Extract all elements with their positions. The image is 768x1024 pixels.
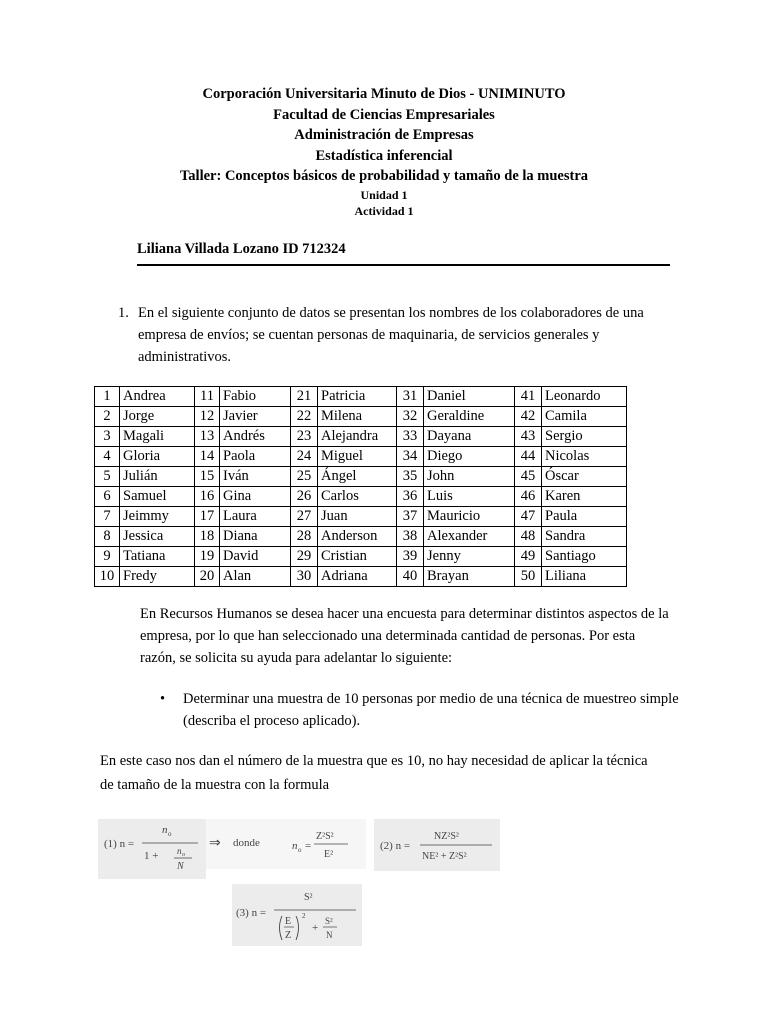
program-name: Administración de Empresas bbox=[294, 127, 474, 143]
row-number-cell: 25 bbox=[291, 467, 318, 487]
row-number-cell: 46 bbox=[515, 487, 542, 507]
name-cell: Jeimmy bbox=[120, 507, 195, 527]
name-cell: Liliana bbox=[542, 567, 627, 587]
name-cell: Brayan bbox=[424, 567, 515, 587]
name-cell: Juan bbox=[318, 507, 397, 527]
names-table-body bbox=[95, 387, 627, 587]
table-row bbox=[95, 387, 627, 407]
table-row bbox=[95, 467, 627, 487]
f1-label: (1) n = bbox=[104, 838, 135, 850]
f3-den-plus: + bbox=[312, 922, 319, 934]
bullet-icon: • bbox=[160, 691, 166, 707]
row-number-cell: 23 bbox=[291, 427, 318, 447]
row-number-cell: 17 bbox=[195, 507, 220, 527]
row-number-cell: 40 bbox=[397, 567, 424, 587]
row-number-cell: 50 bbox=[515, 567, 542, 587]
f2-den: NE² + Z²S² bbox=[422, 851, 467, 862]
name-cell: Jenny bbox=[424, 547, 515, 567]
name-cell: Ángel bbox=[318, 467, 397, 487]
row-number-cell: 31 bbox=[397, 387, 424, 407]
row-number-cell: 19 bbox=[195, 547, 220, 567]
name-cell: Cristian bbox=[318, 547, 397, 567]
name-cell: Tatiana bbox=[120, 547, 195, 567]
bullet-item bbox=[160, 688, 680, 732]
hr-paragraph: En Recursos Humanos se desea hacer una encuesta para determinar distintos aspectos de la empresa, por lo que han seleccionado una determinada cantidad de personas. Por esta razón, se solicita su ayuda para adelantar lo siguiente: bbox=[140, 606, 669, 666]
f3-label: (3) n = bbox=[236, 907, 267, 919]
row-number-cell: 27 bbox=[291, 507, 318, 527]
f1b-den: E² bbox=[324, 849, 334, 860]
row-number-cell: 34 bbox=[397, 447, 424, 467]
f1-den-one: 1 + bbox=[144, 850, 159, 862]
f1-den-frac-den: N bbox=[177, 861, 184, 872]
row-number-cell: 5 bbox=[95, 467, 120, 487]
name-cell: Santiago bbox=[542, 547, 627, 567]
name-cell: Miguel bbox=[318, 447, 397, 467]
row-number-cell: 4 bbox=[95, 447, 120, 467]
question-number: 1. bbox=[118, 305, 129, 321]
f3-den-n: N bbox=[326, 930, 333, 940]
name-cell: Dayana bbox=[424, 427, 515, 447]
name-cell: Alexander bbox=[424, 527, 515, 547]
row-number-cell: 11 bbox=[195, 387, 220, 407]
row-number-cell: 44 bbox=[515, 447, 542, 467]
f2-label: (2) n = bbox=[380, 840, 411, 852]
arrow-icon: ⇒ bbox=[209, 836, 221, 851]
row-number-cell: 43 bbox=[515, 427, 542, 447]
f3-num: S² bbox=[304, 892, 313, 903]
f3-den-e: E bbox=[285, 916, 292, 927]
row-number-cell: 13 bbox=[195, 427, 220, 447]
faculty-name: Facultad de Ciencias Empresariales bbox=[273, 106, 495, 123]
row-number-cell: 3 bbox=[95, 427, 120, 447]
row-number-cell: 22 bbox=[291, 407, 318, 427]
row-number-cell: 24 bbox=[291, 447, 318, 467]
row-number-cell: 48 bbox=[515, 527, 542, 547]
f3-den-z: Z bbox=[285, 930, 292, 941]
name-cell: Andrea bbox=[120, 387, 195, 407]
name-cell: Fredy bbox=[120, 567, 195, 587]
row-number-cell: 39 bbox=[397, 547, 424, 567]
row-number-cell: 47 bbox=[515, 507, 542, 527]
name-cell: Camila bbox=[542, 407, 627, 427]
formula-image-2 bbox=[374, 819, 500, 871]
row-number-cell: 1 bbox=[95, 387, 120, 407]
name-cell: Gloria bbox=[120, 447, 195, 467]
row-number-cell: 28 bbox=[291, 527, 318, 547]
row-number-cell: 7 bbox=[95, 507, 120, 527]
f3-den-exp: 2 bbox=[302, 912, 306, 920]
name-cell: John bbox=[424, 467, 515, 487]
name-cell: Milena bbox=[318, 407, 397, 427]
table-row bbox=[95, 507, 627, 527]
name-cell: Anderson bbox=[318, 527, 397, 547]
row-number-cell: 20 bbox=[195, 567, 220, 587]
name-cell: Jorge bbox=[120, 407, 195, 427]
row-number-cell: 36 bbox=[397, 487, 424, 507]
name-cell: Leonardo bbox=[542, 387, 627, 407]
table-row bbox=[95, 407, 627, 427]
names-table bbox=[94, 386, 627, 587]
name-cell: Patricia bbox=[318, 387, 397, 407]
row-number-cell: 32 bbox=[397, 407, 424, 427]
f1-num-sub: o bbox=[168, 830, 172, 838]
unit-label: Unidad 1 bbox=[360, 187, 408, 202]
name-cell: Óscar bbox=[542, 467, 627, 487]
row-number-cell: 15 bbox=[195, 467, 220, 487]
f3-den-s: S² bbox=[325, 916, 333, 926]
name-cell: Carlos bbox=[318, 487, 397, 507]
row-number-cell: 14 bbox=[195, 447, 220, 467]
name-cell: Sandra bbox=[542, 527, 627, 547]
name-cell: Paola bbox=[220, 447, 291, 467]
name-cell: Alejandra bbox=[318, 427, 397, 447]
row-number-cell: 42 bbox=[515, 407, 542, 427]
name-cell: Iván bbox=[220, 467, 291, 487]
row-number-cell: 26 bbox=[291, 487, 318, 507]
row-number-cell: 30 bbox=[291, 567, 318, 587]
name-cell: Nicolas bbox=[542, 447, 627, 467]
table-row bbox=[95, 567, 627, 587]
table-row bbox=[95, 487, 627, 507]
f1b-lhs-sub: o bbox=[298, 846, 302, 854]
question-1 bbox=[118, 302, 678, 368]
institution-name: Corporación Universitaria Minuto de Dios - UNIMINUTO bbox=[202, 86, 566, 102]
row-number-cell: 2 bbox=[95, 407, 120, 427]
question-text: En el siguiente conjunto de datos se presentan los nombres de los colaboradores de una empresa de envíos; se cuentan personas de maquinaria, de servicios generales y administrativos. bbox=[138, 305, 644, 365]
name-cell: Adriana bbox=[318, 567, 397, 587]
f1-num: n bbox=[162, 824, 168, 836]
row-number-cell: 35 bbox=[397, 467, 424, 487]
row-number-cell: 21 bbox=[291, 387, 318, 407]
author-line: Liliana Villada Lozano ID 712324 bbox=[137, 241, 670, 266]
name-cell: Luis bbox=[424, 487, 515, 507]
row-number-cell: 45 bbox=[515, 467, 542, 487]
row-number-cell: 6 bbox=[95, 487, 120, 507]
donde-label: donde bbox=[233, 837, 260, 849]
formula-image-donde bbox=[206, 819, 366, 869]
name-cell: Javier bbox=[220, 407, 291, 427]
name-cell: Geraldine bbox=[424, 407, 515, 427]
formula-image-1 bbox=[98, 819, 206, 879]
workshop-title: Taller: Conceptos básicos de probabilidad y tamaño de la muestra bbox=[179, 168, 589, 184]
f1-den-frac-sub: o bbox=[182, 852, 185, 858]
name-cell: Paula bbox=[542, 507, 627, 527]
table-row bbox=[95, 447, 627, 467]
name-cell: Diana bbox=[220, 527, 291, 547]
row-number-cell: 18 bbox=[195, 527, 220, 547]
course-name: Estadística inferencial bbox=[315, 147, 453, 164]
name-cell: Laura bbox=[220, 507, 291, 527]
name-cell: Magali bbox=[120, 427, 195, 447]
name-cell: Sergio bbox=[542, 427, 627, 447]
row-number-cell: 33 bbox=[397, 427, 424, 447]
name-cell: David bbox=[220, 547, 291, 567]
name-cell: Jessica bbox=[120, 527, 195, 547]
name-cell: Mauricio bbox=[424, 507, 515, 527]
row-number-cell: 8 bbox=[95, 527, 120, 547]
table-row bbox=[95, 547, 627, 567]
row-number-cell: 12 bbox=[195, 407, 220, 427]
document-header bbox=[0, 84, 768, 219]
row-number-cell: 9 bbox=[95, 547, 120, 567]
name-cell: Gina bbox=[220, 487, 291, 507]
name-cell: Daniel bbox=[424, 387, 515, 407]
f1b-lhs: n bbox=[292, 840, 298, 852]
formula-image-3 bbox=[232, 884, 362, 946]
f1b-num: Z²S² bbox=[316, 831, 334, 842]
row-number-cell: 29 bbox=[291, 547, 318, 567]
table-row bbox=[95, 527, 627, 547]
name-cell: Samuel bbox=[120, 487, 195, 507]
answer-paragraph: En este caso nos dan el número de la muestra que es 10, no hay necesidad de aplicar la técnica de tamaño de la muestra con la formula bbox=[100, 753, 648, 793]
row-number-cell: 49 bbox=[515, 547, 542, 567]
name-cell: Fabio bbox=[220, 387, 291, 407]
f2-num: NZ²S² bbox=[434, 831, 459, 842]
bullet-text: Determinar una muestra de 10 personas por medio de una técnica de muestreo simple (describa el proceso aplicado). bbox=[183, 691, 679, 729]
row-number-cell: 41 bbox=[515, 387, 542, 407]
row-number-cell: 16 bbox=[195, 487, 220, 507]
name-cell: Diego bbox=[424, 447, 515, 467]
row-number-cell: 38 bbox=[397, 527, 424, 547]
row-number-cell: 10 bbox=[95, 567, 120, 587]
f1b-eq: = bbox=[305, 840, 312, 852]
name-cell: Alan bbox=[220, 567, 291, 587]
f1-den-frac-num: n bbox=[177, 846, 182, 856]
table-row bbox=[95, 427, 627, 447]
name-cell: Julián bbox=[120, 467, 195, 487]
name-cell: Andrés bbox=[220, 427, 291, 447]
activity-label: Actividad 1 bbox=[354, 203, 414, 218]
row-number-cell: 37 bbox=[397, 507, 424, 527]
name-cell: Karen bbox=[542, 487, 627, 507]
